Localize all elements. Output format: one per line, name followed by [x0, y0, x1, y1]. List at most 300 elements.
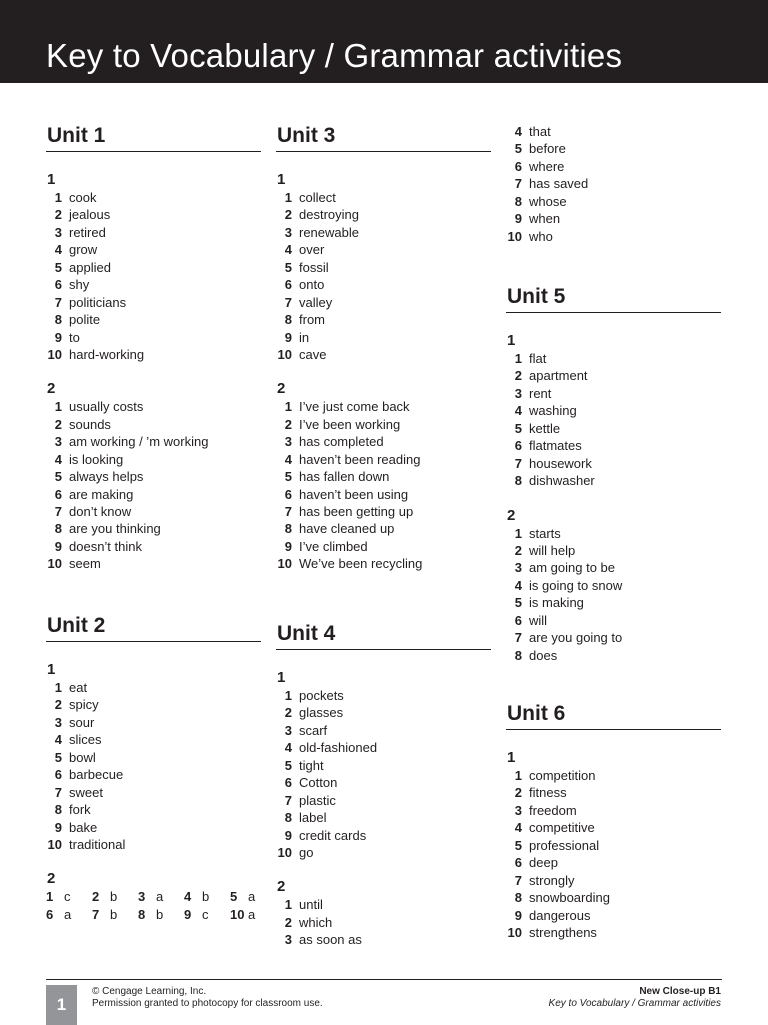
answer-text: go [299, 844, 314, 860]
answer-text: from [299, 312, 325, 328]
answer-text: rent [529, 385, 552, 401]
exercise-1 [276, 171, 491, 363]
answer-number: 7 [284, 504, 292, 519]
exercise-1 [506, 749, 721, 941]
answer-number: 8 [514, 193, 522, 209]
answer-number: 1 [284, 897, 292, 913]
exercise-number: 1 [47, 171, 56, 188]
answer-text: haven’t been using [299, 486, 409, 502]
answer-item [276, 398, 491, 415]
answer-number: 7 [54, 294, 62, 310]
unit-6 [506, 701, 721, 941]
answer-item [506, 594, 721, 611]
answer-text: usually costs [69, 399, 144, 415]
answer-text: sweet [69, 784, 103, 800]
exercise-number: 2 [507, 506, 516, 524]
book-title: New Close-up B1 [639, 986, 721, 997]
answer-number: 8 [514, 647, 522, 663]
answer-number: 2 [514, 785, 522, 801]
answer-text: I’ve been working [299, 416, 401, 432]
answer-number: 5 [514, 595, 522, 611]
answer-text: is looking [69, 451, 124, 467]
answer-item [276, 294, 491, 311]
answer-number: 8 [54, 521, 62, 537]
answer-number: 8 [514, 890, 522, 906]
answer-item [276, 774, 491, 791]
answer-number: 8 [284, 521, 292, 537]
answer-item [276, 827, 491, 844]
answer-list [506, 123, 721, 245]
answer-text: competition [529, 768, 596, 783]
answer-list [506, 767, 721, 941]
answer-item [46, 538, 261, 555]
answer-number: 8 [514, 473, 522, 489]
answer-item [276, 844, 491, 861]
answer-item [276, 416, 491, 433]
answer-number: 5 [514, 141, 522, 157]
answer-number: 5 [54, 259, 62, 275]
answer-item [276, 189, 491, 206]
answer-text: bake [69, 819, 98, 835]
answer-text: dangerous [529, 907, 591, 923]
exercise-number: 1 [47, 661, 56, 678]
answer-item [506, 854, 721, 871]
answer-item [506, 228, 721, 245]
answer-text: dishwasher [529, 473, 595, 489]
answer-item [46, 346, 261, 363]
exercise-1 [46, 661, 261, 853]
answer-item [46, 749, 261, 766]
answer-text: fitness [529, 785, 567, 801]
answer-item [46, 503, 261, 520]
answer-text: are you going to [529, 630, 623, 646]
answer-list [46, 189, 261, 363]
answer-item [46, 276, 261, 293]
answer-item [276, 739, 491, 756]
copyright-text: © Cengage Learning, Inc. [92, 986, 207, 997]
answer-item [276, 329, 491, 346]
answer-item [46, 329, 261, 346]
permission-text: Permission granted to photocopy for classroom use. [92, 998, 323, 1009]
answer-item [506, 123, 721, 140]
answer-text: that [529, 124, 551, 139]
answer-text: starts [529, 525, 561, 541]
answer-item [506, 612, 721, 629]
answer-number: 3 [54, 714, 62, 730]
answer-text: seem [69, 556, 101, 572]
exercise-2 [506, 507, 721, 665]
answer-number: 5 [514, 420, 522, 436]
answer-number: 4 [514, 820, 522, 836]
answer-item [46, 696, 261, 713]
answer-number: 3 [284, 932, 292, 948]
answer-text: kettle [529, 420, 561, 436]
answer-list [276, 687, 491, 861]
answer-number: 7 [514, 630, 522, 646]
exercise-1 [46, 171, 261, 363]
book-info [549, 986, 721, 1010]
answer-number: 2 [284, 207, 292, 223]
answer-text: a [248, 889, 256, 905]
answer-item [276, 914, 491, 931]
answer-number: 6 [514, 855, 522, 871]
answer-item [46, 784, 261, 801]
answer-number: 2 [54, 697, 62, 713]
answer-item [506, 525, 721, 542]
answer-item [276, 224, 491, 241]
answer-number: 5 [284, 259, 292, 275]
answer-item [506, 158, 721, 175]
answer-number: 6 [514, 158, 522, 174]
answer-item [46, 416, 261, 433]
exercise-number: 1 [277, 669, 286, 686]
answer-text: scarf [299, 722, 328, 738]
answer-item [506, 437, 721, 454]
exercise-number: 2 [47, 870, 56, 888]
answer-number: 1 [514, 351, 522, 366]
answer-number: 9 [514, 211, 522, 227]
answer-number: 10 [507, 924, 522, 940]
answer-text: am going to be [529, 560, 616, 576]
answer-text: b [202, 889, 210, 905]
answer-item [276, 704, 491, 721]
answer-text: will [529, 612, 548, 628]
unit-title: Unit 6 [506, 701, 721, 730]
page-header [0, 0, 768, 83]
answer-text: spicy [69, 697, 99, 713]
answer-text: plastic [299, 792, 336, 808]
answer-number: 1 [284, 190, 292, 205]
answer-number: 4 [284, 740, 292, 756]
answer-number: 7 [284, 792, 292, 808]
page-title: Key to Vocabulary / Grammar activities [46, 37, 623, 74]
exercise-number: 1 [507, 332, 516, 349]
answer-number: 6 [284, 775, 292, 791]
answer-text: bowl [69, 749, 96, 765]
answer-text: jealous [69, 207, 111, 223]
answer-number: 10 [277, 844, 292, 860]
answer-item [46, 906, 92, 924]
answer-text: Cotton [299, 775, 338, 791]
answer-text: to [69, 329, 80, 345]
unit-title: Unit 1 [46, 123, 261, 152]
answer-item [46, 294, 261, 311]
answer-text: a [156, 889, 164, 905]
answer-item [506, 175, 721, 192]
answer-item [46, 679, 261, 696]
answer-item [46, 451, 261, 468]
answer-text: shy [69, 277, 90, 293]
exercise-number: 1 [277, 171, 286, 188]
answer-item [506, 577, 721, 594]
answer-item [46, 714, 261, 731]
answer-number: 1 [54, 399, 62, 415]
answer-item [46, 731, 261, 748]
page-number: 1 [46, 985, 77, 1025]
answer-text: a [64, 906, 72, 922]
answer-text: a [248, 906, 256, 922]
exercise-2 [46, 870, 261, 923]
answer-item [46, 189, 261, 206]
answer-text: as soon as [299, 932, 362, 948]
answer-number: 10 [507, 228, 522, 244]
answer-text: traditional [69, 836, 126, 852]
answer-number: 9 [284, 538, 292, 554]
answer-number: 7 [514, 455, 522, 471]
answer-item [506, 193, 721, 210]
unit-4 [276, 621, 491, 949]
answer-number: 5 [284, 469, 292, 485]
answer-text: slices [69, 732, 102, 748]
answer-item [46, 206, 261, 223]
answer-text: in [299, 329, 310, 345]
answer-item [506, 629, 721, 646]
answer-text: flat [529, 351, 547, 366]
answer-number: 9 [54, 819, 62, 835]
answer-item [276, 722, 491, 739]
answer-text: freedom [529, 802, 577, 818]
answer-number: 6 [284, 277, 292, 293]
answer-number: 6 [514, 438, 522, 454]
answer-number: 1 [514, 525, 522, 541]
answer-number: 1 [514, 768, 522, 783]
answer-item [506, 872, 721, 889]
answer-text: I’ve climbed [299, 538, 368, 554]
answer-item [138, 906, 184, 924]
answer-item [276, 433, 491, 450]
answer-item [276, 687, 491, 704]
answer-text: b [110, 906, 118, 922]
answer-number: 9 [54, 329, 62, 345]
answer-number: 10 [47, 556, 62, 572]
book-subtitle: Key to Vocabulary / Grammar activities [548, 998, 721, 1009]
answer-item [276, 792, 491, 809]
answer-text: grow [69, 242, 98, 258]
answer-item [276, 555, 491, 572]
answer-text: don’t know [69, 504, 132, 519]
answer-number: 3 [514, 385, 522, 401]
answer-number: 1 [54, 680, 62, 695]
answer-text: applied [69, 259, 111, 275]
answer-item [46, 766, 261, 783]
answer-number: 3 [514, 802, 522, 818]
copyright-notice [92, 986, 323, 1010]
answer-list [46, 398, 261, 572]
answer-text: strongly [529, 872, 575, 888]
answer-text: politicians [69, 294, 127, 310]
answer-number: 4 [184, 889, 192, 905]
answer-number: 5 [284, 757, 292, 773]
answer-number: 8 [54, 312, 62, 328]
answer-text: polite [69, 312, 101, 328]
answer-number: 3 [284, 722, 292, 738]
answer-number: 8 [284, 312, 292, 328]
answer-item [276, 809, 491, 826]
answer-text: when [529, 211, 561, 227]
unit-title: Unit 3 [276, 123, 491, 152]
exercise-number: 2 [277, 878, 286, 896]
answer-list [276, 189, 491, 363]
answer-number: 8 [138, 906, 146, 922]
answer-text: housework [529, 455, 592, 471]
answer-text: which [299, 914, 333, 930]
answer-number: 4 [514, 577, 522, 593]
answer-number: 1 [54, 190, 62, 205]
answer-item [230, 906, 276, 924]
answer-number: 7 [54, 504, 62, 519]
answer-text: c [202, 906, 209, 922]
answer-list [46, 679, 261, 853]
answer-item [92, 906, 138, 924]
answer-number: 4 [514, 124, 522, 139]
unit-4-continued [506, 123, 721, 245]
answer-text: is going to snow [529, 577, 623, 593]
answer-number: 8 [284, 810, 292, 826]
answer-item [276, 896, 491, 913]
answer-number: 5 [514, 837, 522, 853]
answer-list [276, 896, 491, 948]
answer-text: has saved [529, 176, 589, 192]
answer-number: 8 [54, 802, 62, 818]
answer-number: 1 [284, 399, 292, 415]
exercise-1 [506, 332, 721, 490]
answer-text: has been getting up [299, 504, 414, 519]
answer-item [506, 802, 721, 819]
answer-number: 3 [54, 224, 62, 240]
answer-number: 3 [138, 889, 146, 905]
answer-item [506, 784, 721, 801]
answer-number: 4 [54, 732, 62, 748]
answer-number: 2 [54, 207, 62, 223]
answer-item [506, 472, 721, 489]
answer-text: whose [529, 193, 567, 209]
answer-text: c [64, 889, 71, 905]
answer-item [276, 451, 491, 468]
answer-number: 9 [184, 906, 192, 922]
answer-text: over [299, 242, 325, 258]
answer-item [184, 888, 230, 906]
answer-list [506, 350, 721, 490]
answer-number: 3 [284, 224, 292, 240]
answer-text: am working / ’m working [69, 434, 209, 450]
unit-title: Unit 2 [46, 613, 261, 642]
answer-number: 2 [284, 914, 292, 930]
answer-item [230, 888, 276, 906]
answer-text: professional [529, 837, 600, 853]
answer-item [506, 420, 721, 437]
answer-number: 4 [54, 242, 62, 258]
answer-text: destroying [299, 207, 359, 223]
exercise-1 [276, 669, 491, 861]
answer-item [506, 559, 721, 576]
answer-text: hard-working [69, 346, 145, 362]
answer-number: 4 [284, 242, 292, 258]
answer-number: 2 [514, 542, 522, 558]
answer-item [276, 311, 491, 328]
answer-text: does [529, 647, 558, 663]
answer-number: 6 [46, 906, 54, 922]
unit-3 [276, 123, 491, 573]
answer-number: 6 [284, 486, 292, 502]
answer-item [276, 276, 491, 293]
answer-number: 9 [284, 329, 292, 345]
answer-number: 2 [54, 416, 62, 432]
answer-number: 1 [46, 889, 54, 905]
answer-item [506, 385, 721, 402]
answer-item [276, 259, 491, 276]
answer-number: 10 [277, 346, 292, 362]
answer-item [506, 140, 721, 157]
unit-title: Unit 5 [506, 284, 721, 313]
answer-number: 6 [54, 767, 62, 783]
answer-number: 3 [514, 560, 522, 576]
answer-list [506, 525, 721, 665]
answer-number: 7 [92, 906, 100, 922]
answer-item [506, 767, 721, 784]
answer-number: 3 [284, 434, 292, 450]
answer-item [46, 520, 261, 537]
answer-item [46, 241, 261, 258]
answer-item [506, 907, 721, 924]
answer-item [506, 647, 721, 664]
answer-number: 5 [54, 469, 62, 485]
answer-list [276, 398, 491, 572]
answer-text: cook [69, 190, 97, 205]
page-footer [46, 979, 722, 1025]
answer-number: 6 [54, 486, 62, 502]
exercise-2 [276, 380, 491, 572]
exercise-number: 1 [507, 749, 516, 766]
answer-text: always helps [69, 469, 144, 485]
answer-number: 7 [284, 294, 292, 310]
answer-item [506, 889, 721, 906]
answer-item [276, 538, 491, 555]
answer-item [506, 837, 721, 854]
answer-number: 6 [54, 277, 62, 293]
answer-number: 4 [284, 451, 292, 467]
answer-text: washing [529, 403, 577, 419]
answer-text: barbecue [69, 767, 124, 783]
answer-item [46, 311, 261, 328]
answer-number: 5 [230, 889, 238, 905]
answer-number: 6 [514, 612, 522, 628]
answer-number: 4 [514, 403, 522, 419]
answer-text: collect [299, 190, 336, 205]
answer-text: competitive [529, 820, 595, 836]
answer-number: 10 [47, 346, 62, 362]
answer-text: cave [299, 346, 327, 362]
unit-2 [46, 613, 261, 923]
answer-grid [46, 888, 261, 923]
answer-number: 7 [54, 784, 62, 800]
answer-text: will help [529, 542, 576, 558]
answer-item [184, 906, 230, 924]
answer-text: has completed [299, 434, 384, 450]
answer-item [506, 402, 721, 419]
answer-item [46, 836, 261, 853]
answer-text: are making [69, 486, 134, 502]
answer-item [46, 819, 261, 836]
exercise-2 [276, 878, 491, 948]
answer-text: is making [529, 595, 584, 611]
answer-text: b [156, 906, 164, 922]
answer-text: credit cards [299, 827, 367, 843]
answer-number: 3 [54, 434, 62, 450]
answer-number: 10 [277, 556, 292, 572]
answer-text: fossil [299, 259, 329, 275]
answer-text: sounds [69, 416, 111, 432]
answer-number: 7 [514, 176, 522, 192]
